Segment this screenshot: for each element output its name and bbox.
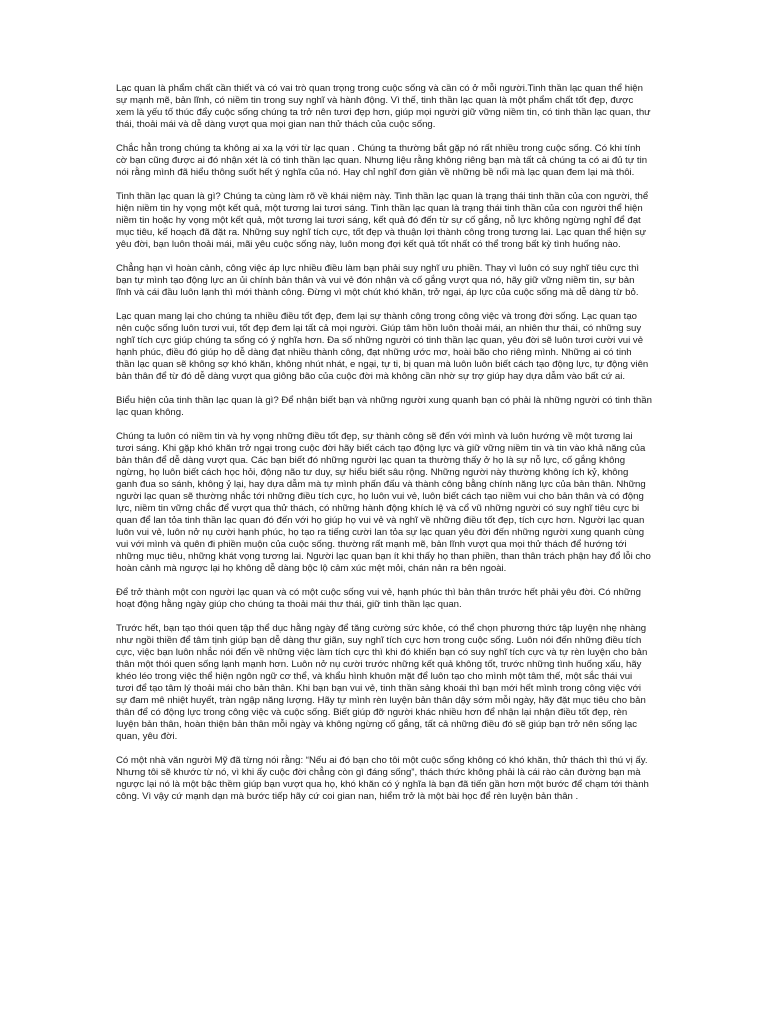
paragraph-1: Lạc quan là phẩm chất cần thiết và có vai trò quan trọng trong cuộc sống và cần có ở mỗi người.Tinh thần lạc quan thể hiện sự mạnh mẽ, bản lĩnh, có niềm tin trong suy nghĩ và hành động. Vì thế, tinh thần lạc quan là một phẩm chất tốt đẹp, được xem là yếu tố thúc đẩy cuộc sống chúng ta trở nên tươi đẹp hơn, giúp mọi người giữ vững niềm tin, có tinh thần lạc quan, thư thái, thoải mái và dễ dàng vượt qua mọi gian nan thử thách của cuộc sống. bbox=[116, 83, 651, 130]
paragraph-9: Trước hết, bạn tạo thói quen tập thể dục hằng ngày để tăng cường sức khỏe, có thể chọn phương thức tập luyện nhẹ nhàng như ngồi thiền để tâm tịnh giúp bạn dễ dàng thư giãn, suy nghĩ tích cực hơn trong cuộc sống. Luôn nói đến những điều tích cực, việc bạn luôn nhắc nói đến về những việc làm tích cực thì khi đó khiến bạn có suy nghĩ tích cực và tự rèn luyện cho bản thân một thói quen sống lạnh mạnh hơn. Luôn nở nụ cười trước những kết quả không tốt, trước những tình huống xấu, hãy khéo léo trong việc thể hiện ngôn ngữ cơ thể, và khẩu hình khuôn mặt để luôn tạo cho mình một tâm thế, một sắc thái vui tươi để tạo tâm lý thoải mái cho bản thân. Khi bạn bạn vui vẻ, tinh thần sảng khoái thì bạn mới hết mình trong công việc với sự đam mê nhiệt huyết, tràn ngập năng lượng. Hãy tự mình rèn luyện bản thân dậy sớm mỗi ngày, hãy đặt mục tiêu cho bản thân để có động lực trong công việc và cuộc sống. Biết giúp đỡ người khác nhiều hơn để nhận lại nhận điều tốt đẹp, rèn luyện bản thân, hoàn thiện bản thân mỗi ngày và không ngừng cố gắng, tất cả những điều đó sẽ giúp bạn trở nên sống lạc quan, yêu đời. bbox=[116, 623, 648, 742]
paragraph-3: Tinh thần lạc quan là gì? Chúng ta cùng làm rõ về khái niệm này. Tinh thần lạc quan là trạng thái tinh thần của con người, thể hiện niềm tin hy vọng một kết quả, một tương lai tươi sáng. Tinh thần lạc quan là trạng thái tinh thần của con người thể hiện niềm tin hoặc hy vọng một kết quả, một tương lai tươi sáng, kết quả đó đến từ sự cố gắng, nỗ lực không ngừng nghỉ để đạt mục tiêu, kế hoạch đã đặt ra. Những suy nghĩ tích cực, tốt đẹp và thuận lợi thành công trong tương lai. Lạc quan thể hiện sự yêu đời, bạn luôn thoải mái, mãi yêu cuộc sống này, luôn mong đợi kết quả tốt nhất có thể trong bất kỳ tình huống nào. bbox=[116, 191, 649, 250]
paragraph-7: Chúng ta luôn có niềm tin và hy vọng những điều tốt đẹp, sự thành công sẽ đến với mình và luôn hướng về một tương lai tươi sáng. Khi gặp khó khăn trở ngại trong cuộc đời hãy biết cách tạo động lực và giữ vững niềm tin và tin vào khả năng của bản thân để dễ dàng vượt qua. Các bạn biết đó những người lạc quan ta thường thấy ở họ là sự nỗ lực, cố gắng không ngừng, họ luôn biết cách học hỏi, động não tư duy, sự hiểu biết sâu rộng. Những người này thường không ích kỷ, không ganh đua so sánh, không ỷ lại, hay dựa dẫm mà tự mình phấn đấu và thành công bằng chính năng lực của bản thân. Những người lạc quan sẽ thường nhắc tới những điều tích cực, họ luôn vui vẻ, luôn biết cách tạo niềm vui cho bản thân và có động lực, niềm tin vững chắc để vượt qua thử thách, có những hành động khích lệ và cổ vũ những người có suy nghĩ tiêu cực bi quan để lan tỏa tinh thần lạc quan đó đến với họ giúp họ vui vẻ và nghĩ về những điều tốt đẹp, tích cực hơn. Người lạc quan luôn vui vẻ, luôn nở nụ cười hạnh phúc, họ tạo ra tiếng cười lan tỏa sự lạc quan yêu đời đến những người xung quanh cùng vui với mình và quên đi phiền muộn của cuộc sống. thường rất mạnh mẽ, bản lĩnh vượt qua mọi thử thách để hướng tới những mục tiêu, những khát vọng tương lai. Người lạc quan bạn ít khi thấy họ than phiền, than thân trách phận hay đổ lỗi cho hoàn cảnh mà ngược lại họ không dễ dàng bộc lộ cảm xúc mệt mỏi, chán nản ra bên ngoài. bbox=[116, 431, 651, 574]
paragraph-2: Chắc hẳn trong chúng ta không ai xa lạ với từ lạc quan . Chúng ta thường bắt gặp nó rất nhiều trong cuộc sống. Có khi tính cờ bạn cũng được ai đó nhận xét là có tinh thần lạc quan. Nhưng liệu rằng không riêng bạn mà tất cả chúng ta có ai đủ tự tin nói rằng mình đã hiểu thông suốt hết ý nghĩa của nó. Hay chỉ nghĩ đơn giản về những bề nổi mà lạc quan đem lại mà thôi. bbox=[116, 143, 648, 178]
paragraph-8: Để trở thành một con người lạc quan và có một cuộc sống vui vẻ, hạnh phúc thì bản thân trước hết phải yêu đời. Có những hoạt động hằng ngày giúp cho chúng ta thoải mái thư thái, giữ tinh thần lạc quan. bbox=[116, 587, 641, 610]
document-page bbox=[116, 83, 652, 815]
paragraph-4: Chẳng hạn vì hoàn cảnh, công việc áp lực nhiều điều làm bạn phải suy nghĩ ưu phiền. Thay vì luôn có suy nghĩ tiêu cực thì bạn tự mình tạo động lực an ủi chính bản thân và vui vẻ đón nhận và cố gắng vượt qua nó, hãy giữ vững niềm tin, sự bản lĩnh và cái đầu luôn lạnh thì mới thành công. Đừng vì một chút khó khăn, trở ngại, áp lực của cuộc sống mà dễ dàng từ bỏ. bbox=[116, 263, 640, 298]
paragraph-6: Biểu hiện của tinh thần lạc quan là gì? Để nhận biết bạn và những người xung quanh bạn có phải là những người có tinh thần lạc quan không. bbox=[116, 395, 652, 418]
paragraph-5: Lạc quan mang lại cho chúng ta nhiều điều tốt đẹp, đem lại sự thành công trong công việc và trong đời sống. Lạc quan tạo nên cuộc sống luôn tươi vui, tốt đẹp đem lại tất cả mọi người. Giúp tâm hồn luôn thoải mái, an nhiên thư thái, có những suy nghĩ tích cực giúp chúng ta sống có ý nghĩa hơn. Đa số những người có tinh thần lạc quan, yêu đời sẽ luôn tươi cười vui vẻ hạnh phúc, điều đó giúp họ dễ dàng đạt nhiều thành công, đạt những ước mơ, hoài bão cho riêng mình. Những ai có tinh thần lạc quan sẽ không sợ khó khăn, không nhút nhát, e ngại, tự ti, bị quan mà luôn luôn biết cách tạo động lực, tự động viên bản thân để từ đó dễ dàng vượt qua giông bão của cuộc đời mà không cần nhờ sự trợ giúp hay dựa dẫm vào bất cứ ai. bbox=[116, 311, 649, 382]
paragraph-10: Có một nhà văn người Mỹ đã từng nói rằng: “Nếu ai đó bạn cho tôi một cuộc sống không có khó khăn, thử thách thì thú vị ấy. Nhưng tôi sẽ khước từ nó, vì khi ấy cuộc đời chẳng còn gì đáng sống”, thách thức không phải là cái rào cản đường bạn mà ngược lại nó là một bậc thềm giúp bạn vượt qua họ, khó khăn có ý nghĩa là bạn đã tiến gần hơn một bước để chạm tới thành công. Vì vậy cứ mạnh dạn mà bước tiếp hãy cứ coi gian nan, hiểm trở là một bài học để rèn luyện bản thân . bbox=[116, 755, 649, 802]
